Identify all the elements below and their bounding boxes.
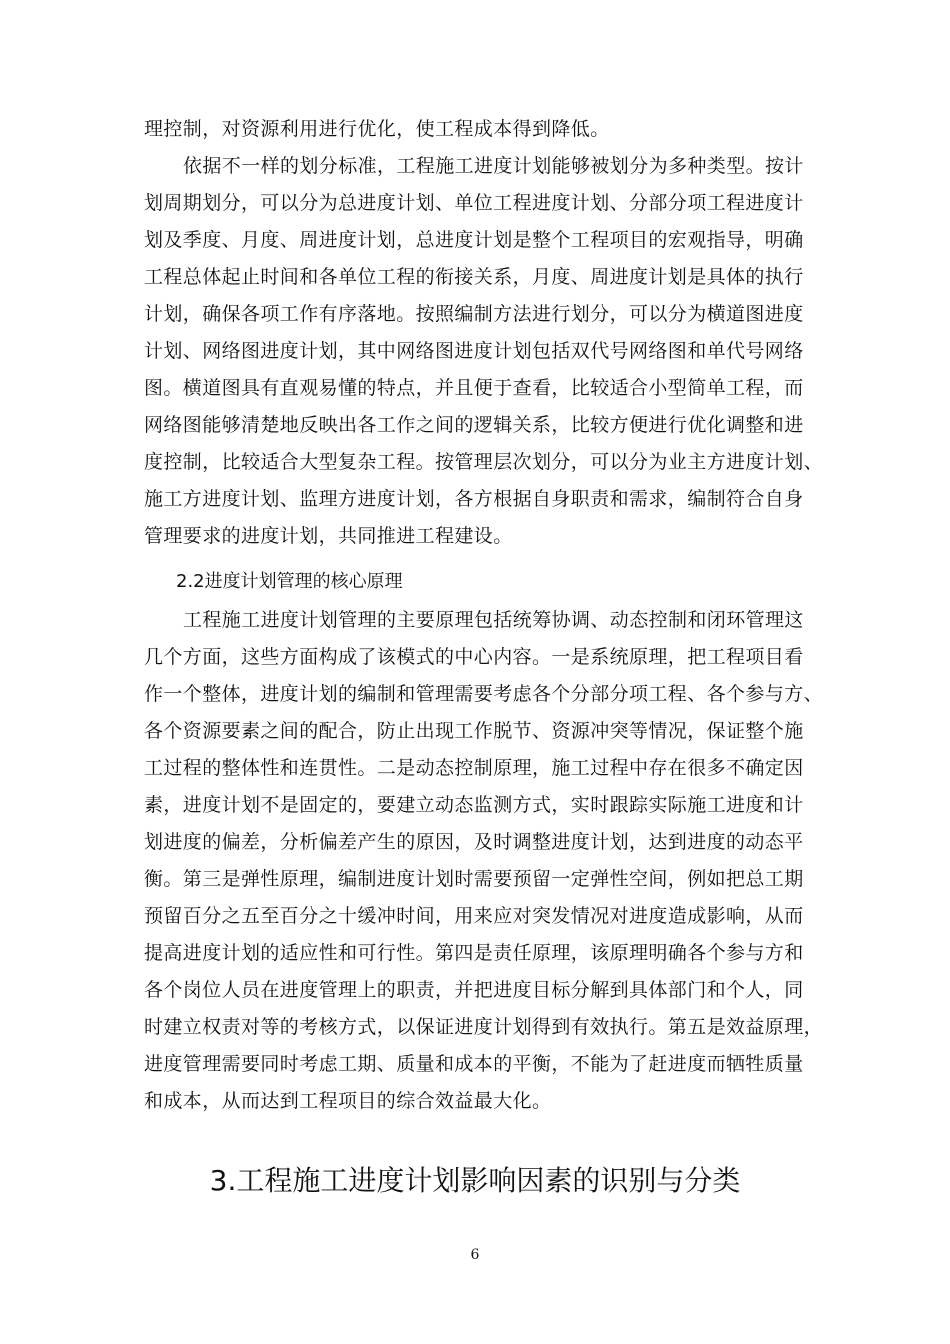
paragraph-line: 预留百分之五至百分之十缓冲时间，用来应对突发情况对进度造成影响，从而	[144, 905, 804, 927]
paragraph-line: 计划、网络图进度计划，其中网络图进度计划包括双代号网络图和单代号网络	[144, 340, 804, 362]
chapter-heading: 3.工程施工进度计划影响因素的识别与分类	[209, 1164, 741, 1197]
paragraph-line: 图。横道图具有直观易懂的特点，并且便于查看，比较适合小型简单工程，而	[144, 377, 804, 399]
page-number: 6	[470, 1247, 480, 1263]
paragraph-line: 施工方进度计划、监理方进度计划，各方根据自身职责和需求，编制符合自身	[144, 488, 804, 510]
paragraph-line: 进度管理需要同时考虑工期、质量和成本的平衡，不能为了赶进度而牺牲质量	[144, 1053, 804, 1075]
paragraph-line: 网络图能够清楚地反映出各工作之间的逻辑关系，比较方便进行优化调整和进	[144, 414, 804, 436]
section-heading: 2.2进度计划管理的核心原理	[176, 571, 403, 592]
paragraph-line: 几个方面，这些方面构成了该模式的中心内容。一是系统原理，把工程项目看	[144, 646, 804, 668]
paragraph-line: 工程施工进度计划管理的主要原理包括统筹协调、动态控制和闭环管理这	[183, 609, 804, 631]
paragraph-line: 素，进度计划不是固定的，要建立动态监测方式，实时跟踪实际施工进度和计	[144, 794, 804, 816]
paragraph-line: 和成本，从而达到工程项目的综合效益最大化。	[144, 1090, 552, 1112]
paragraph-line: 划周期划分，可以分为总进度计划、单位工程进度计划、分部分项工程进度计	[144, 192, 804, 214]
paragraph-line: 时建立权责对等的考核方式，以保证进度计划得到有效执行。第五是效益原理，	[144, 1016, 824, 1038]
paragraph-line: 理控制，对资源利用进行优化，使工程成本得到降低。	[144, 118, 610, 140]
paragraph-line: 依据不一样的划分标准，工程施工进度计划能够被划分为多种类型。按计	[183, 155, 804, 177]
paragraph-line: 各个资源要素之间的配合，防止出现工作脱节、资源冲突等情况，保证整个施	[144, 720, 804, 742]
paragraph-line: 管理要求的进度计划，共同推进工程建设。	[144, 525, 513, 547]
paragraph-line: 提高进度计划的适应性和可行性。第四是责任原理，该原理明确各个参与方和	[144, 942, 804, 964]
paragraph-line: 工程总体起止时间和各单位工程的衔接关系，月度、周进度计划是具体的执行	[144, 266, 804, 288]
paragraph-line: 衡。第三是弹性原理，编制进度计划时需要预留一定弹性空间，例如把总工期	[144, 868, 804, 890]
paragraph-line: 计划，确保各项工作有序落地。按照编制方法进行划分，可以分为横道图进度	[144, 303, 804, 325]
paragraph-line: 工过程的整体性和连贯性。二是动态控制原理，施工过程中存在很多不确定因	[144, 757, 804, 779]
paragraph-line: 作一个整体，进度计划的编制和管理需要考虑各个分部分项工程、各个参与方、	[144, 683, 824, 705]
paragraph-line: 度控制，比较适合大型复杂工程。按管理层次划分，可以分为业主方进度计划、	[144, 451, 824, 473]
paragraph-line: 划及季度、月度、周进度计划，总进度计划是整个工程项目的宏观指导，明确	[144, 229, 804, 251]
paragraph-line: 各个岗位人员在进度管理上的职责，并把进度目标分解到具体部门和个人，同	[144, 979, 804, 1001]
paragraph-line: 划进度的偏差，分析偏差产生的原因，及时调整进度计划，达到进度的动态平	[144, 831, 804, 853]
